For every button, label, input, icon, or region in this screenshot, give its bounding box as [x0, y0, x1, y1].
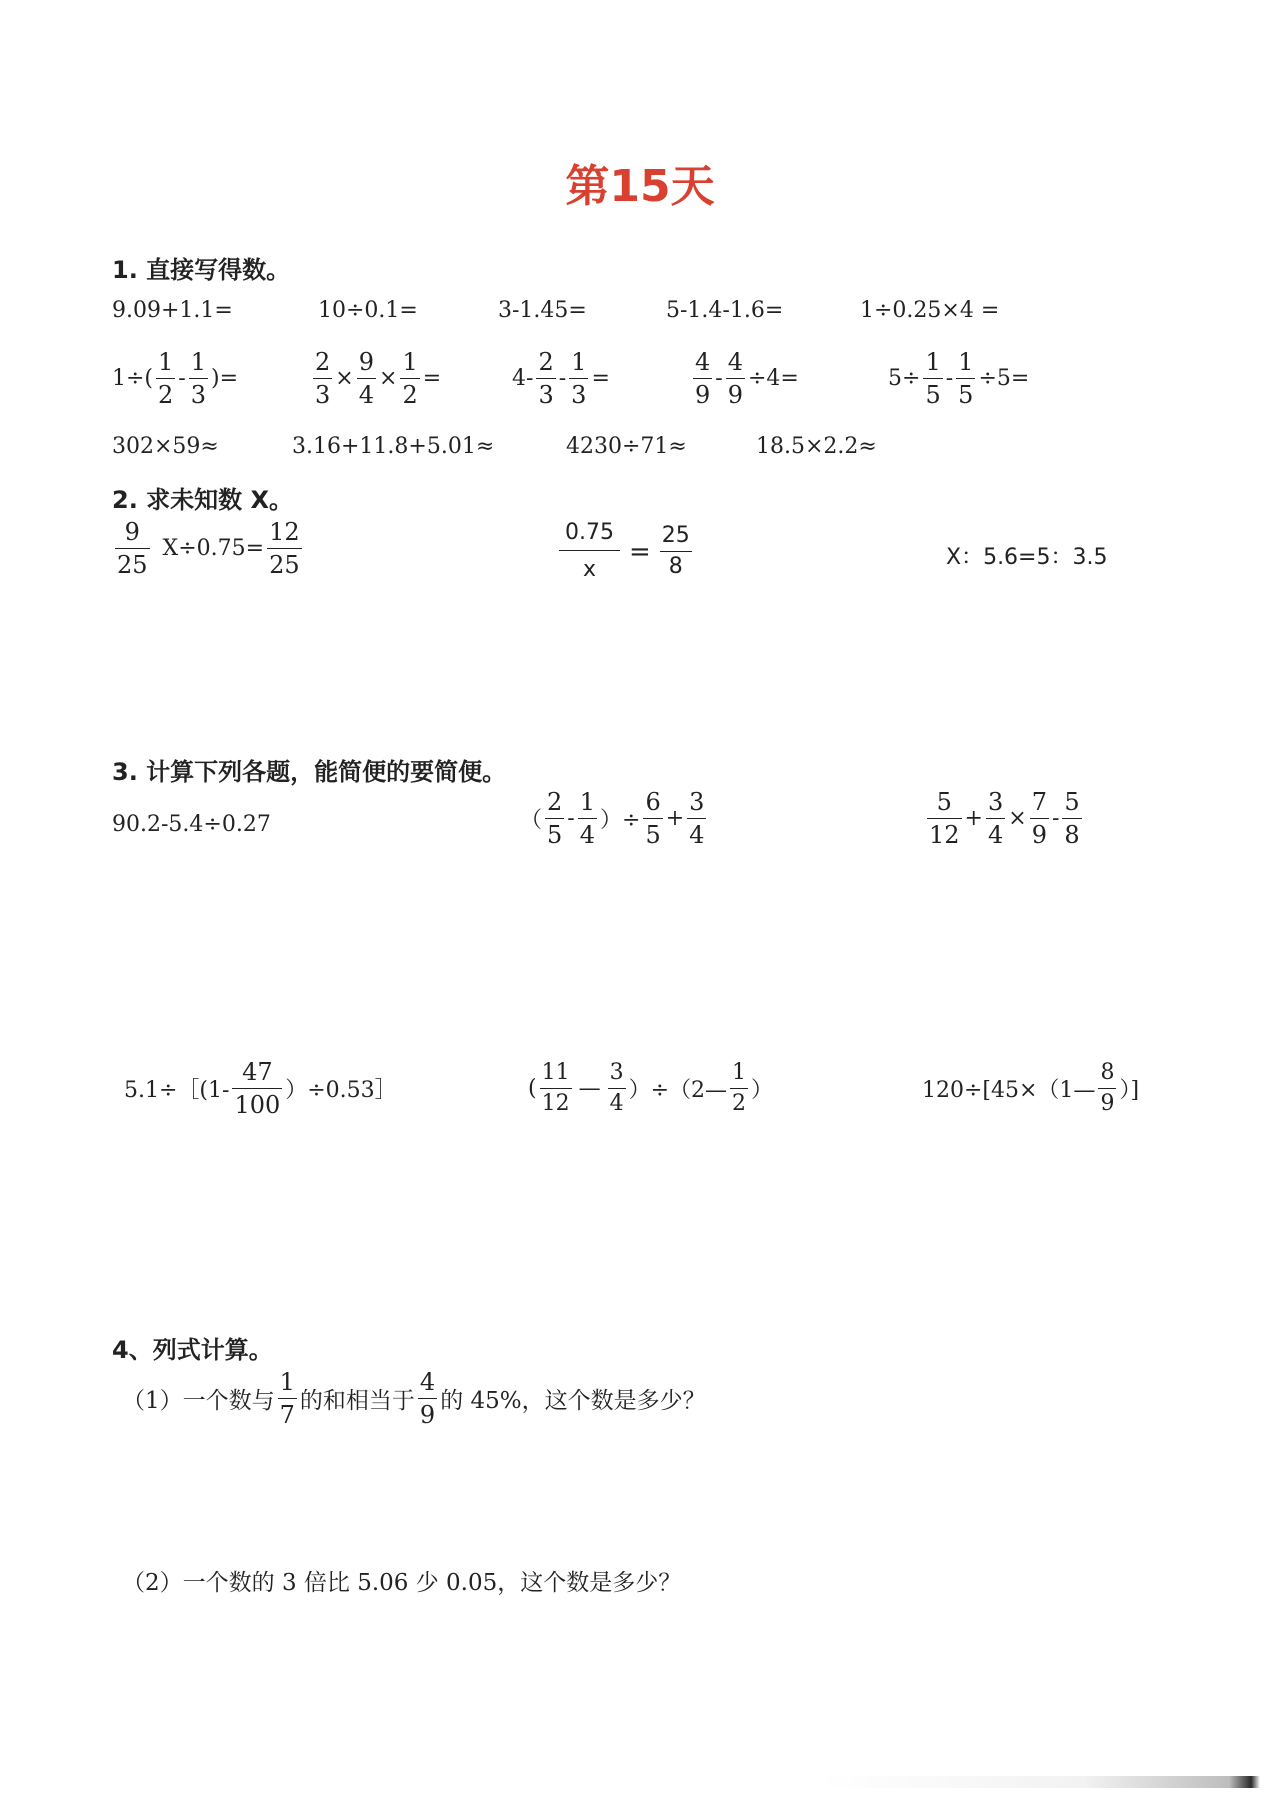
- expr-2-4: $\frac{4}{9}$ - $\frac{4}{9}$ ÷4=: [695, 348, 799, 409]
- calc-3: $\frac{5}{12}$ + $\frac{3}{4}$ × $\frac{7}{9}$ - $\frac{5}{8}$: [929, 788, 1080, 849]
- fraction: $\frac{11}{12}$: [541, 1060, 570, 1116]
- fraction: $\frac{1}{5}$: [958, 348, 974, 409]
- section-3-heading: 3. 计算下列各题，能简便的要简便。: [112, 758, 507, 786]
- fraction: $\frac{3}{4}$: [987, 788, 1004, 849]
- fraction: $\frac{2}{5}$: [547, 788, 563, 849]
- expr-2-3: 4- $\frac{2}{3}$ - $\frac{1}{3}$ =: [512, 348, 610, 409]
- fraction: $\frac{1}{5}$: [925, 348, 941, 409]
- expr-1-1: 9.09+1.1=: [112, 298, 233, 323]
- word-problem-2: （2）一个数的 3 倍比 5.06 少 0.05，这个数是多少？: [122, 1570, 682, 1596]
- fraction: $\frac{3}{4}$: [609, 1060, 624, 1116]
- calc-1: 90.2-5.4÷0.27: [112, 812, 271, 837]
- calc-6: 120÷[45×（1— $\frac{8}{9}$ ）]: [922, 1060, 1140, 1116]
- fraction: $\frac{1}{7}$: [279, 1368, 295, 1429]
- expr-1-4: 5-1.4-1.6=: [666, 298, 784, 323]
- expr-1-5: 1÷0.25×4 =: [860, 298, 1000, 323]
- fraction: $\frac{12}{25}$: [269, 518, 300, 579]
- expr-1-3: 3-1.45=: [498, 298, 587, 323]
- fraction: $\frac{5}{12}$: [929, 788, 960, 849]
- page-title: 第15天: [565, 161, 715, 212]
- fraction: $\frac{2}{3}$: [538, 348, 554, 409]
- equation-2: $\frac{0.75}{x}$ = $\frac{25}{8}$: [556, 522, 695, 581]
- fraction: $\frac{4}{9}$: [419, 1368, 436, 1429]
- equation-3: X：5.6=5：3.5: [946, 545, 1108, 570]
- fraction: $\frac{1}{3}$: [571, 348, 587, 409]
- expr-2-2: $\frac{2}{3}$ × $\frac{9}{4}$ × $\frac{1}{2}$ =: [315, 348, 442, 409]
- scan-edge-bar: [0, 1774, 1280, 1790]
- expr-3-4: 18.5×2.2≈: [756, 434, 877, 459]
- expr-3-1: 302×59≈: [112, 434, 219, 459]
- calc-2: （ $\frac{2}{5}$ - $\frac{1}{4}$ ）÷ $\frac{6}{5}$ + $\frac{3}{4}$: [520, 788, 705, 849]
- section-1-heading: 1. 直接写得数。: [112, 256, 291, 284]
- fraction: $\frac{47}{100}$: [234, 1058, 281, 1119]
- section-4-heading: 4、列式计算。: [112, 1336, 273, 1364]
- fraction: $\frac{5}{8}$: [1064, 788, 1080, 849]
- expr-2-1: 1÷( $\frac{1}{2}$ - $\frac{1}{3}$ )=: [112, 348, 239, 409]
- fraction: $\frac{2}{3}$: [315, 348, 331, 409]
- expr-3-3: 4230÷71≈: [566, 434, 687, 459]
- section-2-heading: 2. 求未知数 X。: [112, 486, 294, 514]
- fraction: $\frac{1}{4}$: [579, 788, 596, 849]
- fraction: $\frac{1}{2}$: [732, 1060, 747, 1116]
- expr-1-2: 10÷0.1=: [318, 298, 418, 323]
- fraction: $\frac{1}{3}$: [190, 348, 207, 409]
- fraction: $\frac{9}{4}$: [358, 348, 374, 409]
- fraction: $\frac{6}{5}$: [645, 788, 661, 849]
- fraction: $\frac{1}{2}$: [402, 348, 418, 409]
- fraction: $\frac{0.75}{x}$: [559, 522, 620, 581]
- fraction: $\frac{7}{9}$: [1031, 788, 1047, 849]
- calc-5: ( $\frac{11}{12}$ — $\frac{3}{4}$ ）÷（2— $\frac{1}{2}$ ）: [528, 1060, 774, 1116]
- fraction: $\frac{3}{4}$: [689, 788, 705, 849]
- calc-4: 5.1÷［(1- $\frac{47}{100}$ ）÷0.53］: [124, 1058, 397, 1119]
- fraction: $\frac{9}{25}$: [117, 518, 148, 579]
- fraction: $\frac{4}{9}$: [727, 348, 743, 409]
- fraction: $\frac{1}{2}$: [158, 348, 174, 409]
- equation-1: $\frac{9}{25}$ X÷0.75= $\frac{12}{25}$: [117, 518, 300, 579]
- expr-3-2: 3.16+11.8+5.01≈: [292, 434, 495, 459]
- fraction: $\frac{4}{9}$: [695, 348, 711, 409]
- fraction: $\frac{25}{8}$: [661, 523, 690, 579]
- fraction: $\frac{8}{9}$: [1100, 1060, 1115, 1116]
- word-problem-1: （1）一个数与 $\frac{1}{7}$ 的和相当于 $\frac{4}{9}$ 的 45%，这个数是多少？: [122, 1368, 706, 1429]
- expr-2-5: 5÷ $\frac{1}{5}$ - $\frac{1}{5}$ ÷5=: [888, 348, 1030, 409]
